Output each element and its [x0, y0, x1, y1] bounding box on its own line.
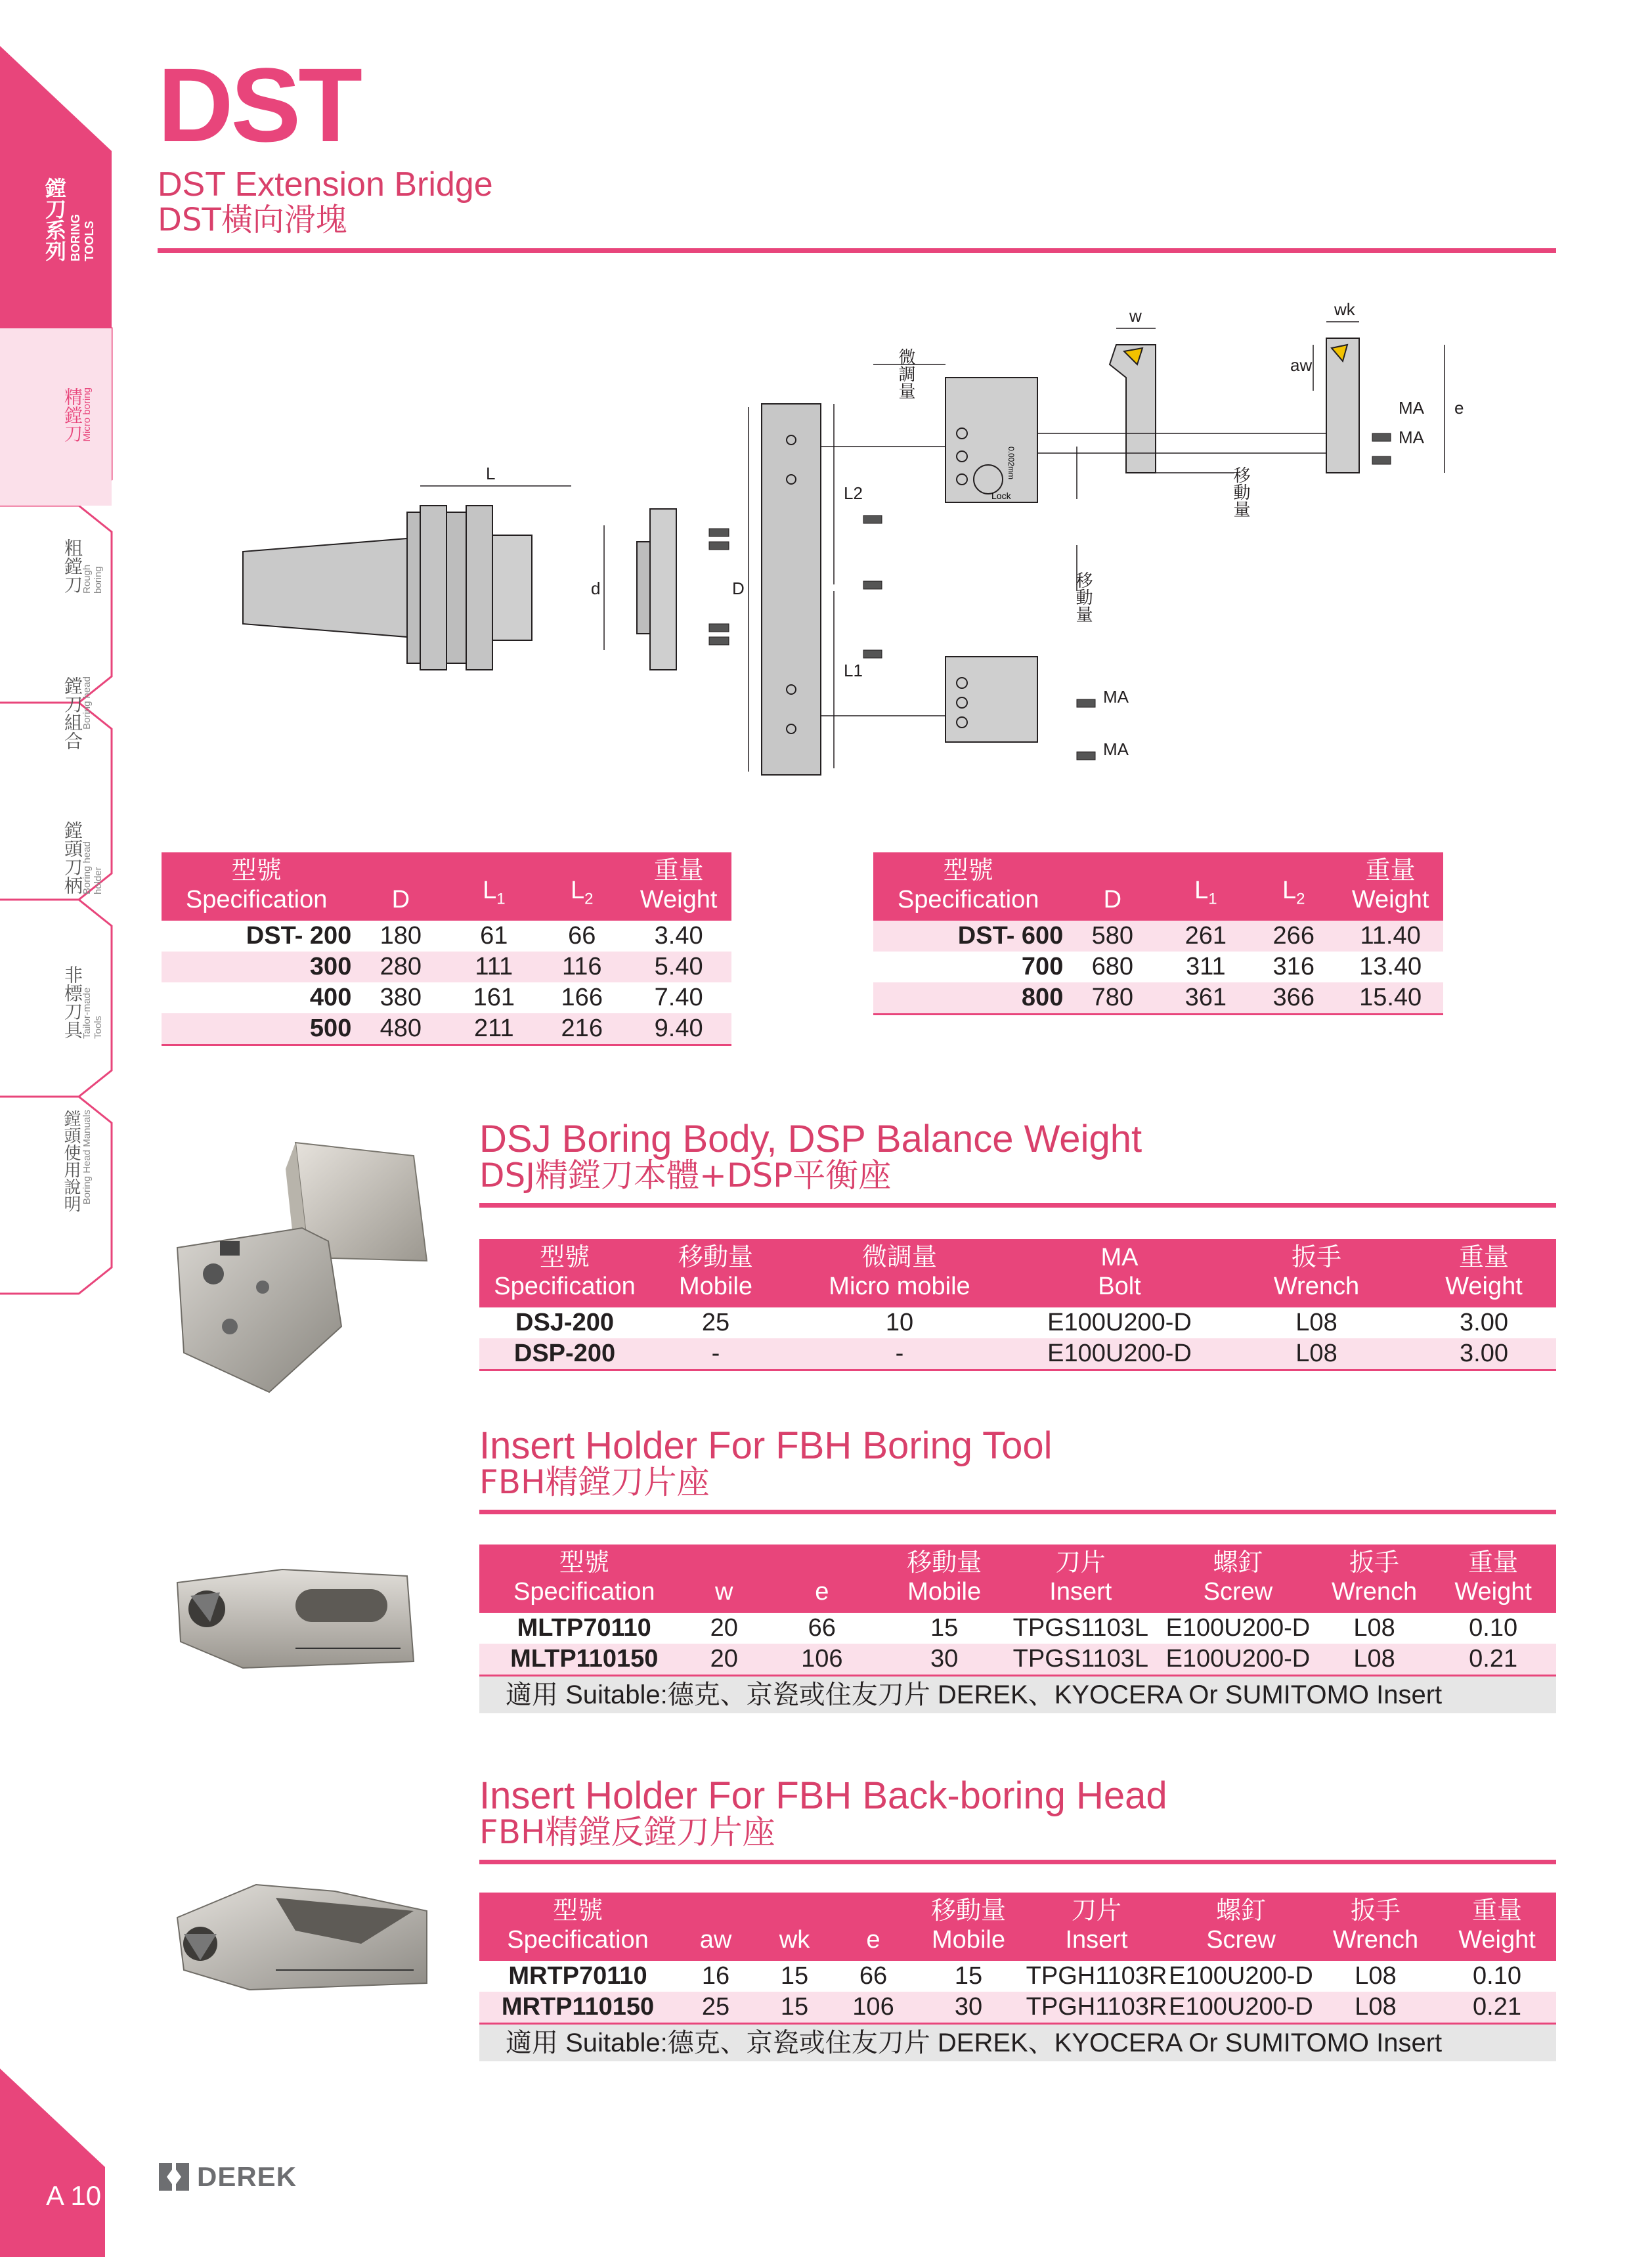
shank-flange-1: [420, 506, 446, 670]
sidebar-main-tab-zh: 鏜刀系列: [42, 177, 67, 261]
fbh-back-title-zh: FBH精鏜反鏜刀片座: [479, 1813, 775, 1851]
fbh-rule: [479, 1510, 1556, 1514]
sidebar-main-tab-en: BORING TOOLS: [69, 214, 96, 261]
sidebar-tab-label: 鏜頭刀柄: [62, 821, 83, 894]
sidebar-tab-tailor-made[interactable]: [59, 965, 104, 1039]
page-title-en: DST Extension Bridge: [158, 165, 493, 204]
col-insert: 刀片 Insert: [1024, 1893, 1169, 1961]
dim-label-ma-2: MA: [1399, 427, 1424, 447]
dim-label-mobile-2: 移動量: [1074, 571, 1093, 623]
adapter-plate: [650, 509, 676, 670]
table-row: DSJ-200 25 10 E100U200-D L08 3.00: [515, 1309, 1508, 1336]
col-wk: wk: [755, 1893, 834, 1961]
col-e: e: [834, 1893, 913, 1961]
col-spec: 型號 Specification: [479, 1545, 689, 1613]
dim-label-d: d: [591, 579, 601, 598]
col-mobile: 移動量 Mobile: [913, 1893, 1024, 1961]
sidebar-main-tab[interactable]: [42, 177, 96, 261]
col-mobile: 移動量 Mobile: [650, 1239, 781, 1307]
dsj-rule: [479, 1203, 1556, 1208]
sidebar-background: [0, 0, 115, 2257]
fbh-title-en: Insert Holder For FBH Boring Tool: [479, 1424, 1053, 1467]
dst-table-right: [873, 852, 1443, 1015]
page-number: A 10: [46, 2180, 102, 2211]
col-aw: aw: [676, 1893, 755, 1961]
dsj-title-zh: DSJ精鏜刀本體+DSP平衡座: [479, 1156, 892, 1194]
suitable-note: 適用 Suitable:德克、京瓷或住友刀片 DEREK、KYOCERA Or SUMITOMO Insert: [479, 1676, 1556, 1714]
sidebar-tab-sublabel: Boring Head Manuals: [81, 1110, 93, 1205]
shank-flange-2: [466, 506, 492, 670]
table-row: DST- 200 180 61 66 3.40: [246, 922, 703, 950]
dim-label-mobile-1: 移動量: [1231, 466, 1251, 517]
sidebar-tab-label: 粗鏜刀: [62, 538, 83, 594]
sidebar-tab-rough-boring[interactable]: [59, 538, 104, 594]
dim-label-D: D: [732, 579, 745, 598]
table-row: DSP-200 - - E100U200-D L08 3.00: [479, 1338, 1556, 1370]
extension-bridge: [762, 404, 821, 775]
col-w: w: [689, 1545, 758, 1613]
col-spec: 型號 Specification: [479, 1893, 676, 1961]
table-row: 300 280 111 116 5.40: [162, 952, 731, 982]
table-row: MLTP70110 20 66 15 TPGS1103L E100U200-D L08 0.10: [517, 1614, 1518, 1642]
dim-label-e: e: [1454, 398, 1464, 418]
dim-label-L1: L1: [844, 661, 863, 680]
dst-table-left: [162, 852, 731, 1046]
col-e: e: [759, 1545, 885, 1613]
table-row: MRTP110150 25 15 106 30 TPGH1103R E100U200-D L08 0.21: [479, 1992, 1556, 2024]
sidebar-tab-boring-head[interactable]: [59, 676, 93, 750]
shank-taper: [243, 538, 407, 637]
sidebar-tab-sublabel: Boring head: [81, 676, 93, 730]
fbh-table: [479, 1545, 1556, 1713]
col-wrench: 扳手 Wrench: [1313, 1893, 1438, 1961]
col-weight: 重量 Weight: [1438, 1893, 1556, 1961]
sidebar-tab-sublabel: Rough boring: [81, 564, 104, 594]
mltp-product-photo: [164, 1543, 420, 1675]
sidebar-tab-manuals[interactable]: [59, 1110, 93, 1212]
col-weight: 重量 Weight: [1430, 1545, 1556, 1613]
table-row: [479, 1676, 1556, 1714]
table-row: 800 780 361 366 15.40: [873, 982, 1443, 1015]
sidebar-tab-micro-boring[interactable]: [59, 387, 93, 443]
sidebar-tab-label: 精鏜刀: [62, 387, 83, 443]
dsj-dsp-product-photo: [158, 1129, 433, 1418]
col-screw: 螺釘 Screw: [1169, 1893, 1313, 1961]
col-L1: $L_1$: [1162, 852, 1250, 921]
col-D: D: [1063, 852, 1162, 921]
col-weight: 重量 Weight: [626, 852, 731, 921]
col-weight: 重量 Weight: [1412, 1239, 1556, 1307]
col-L2: $L_2$: [538, 852, 626, 921]
sidebar-tab-boring-head-holder[interactable]: [59, 821, 104, 894]
table-row: 700 680 311 316 13.40: [1021, 953, 1422, 980]
page-code: DST: [158, 46, 360, 164]
brand-logo: [158, 2160, 297, 2193]
col-bolt: MA Bolt: [1018, 1239, 1221, 1307]
suitable-note: 適用 Suitable:德克、京瓷或住友刀片 DEREK、KYOCERA Or SUMITOMO Insert: [479, 2024, 1556, 2062]
col-D: D: [351, 852, 450, 921]
col-mobile: 移動量 Mobile: [885, 1545, 1004, 1613]
table-row: 500 480 211 216 9.40: [162, 1013, 731, 1045]
page-title-zh: DST橫向滑塊: [158, 202, 347, 238]
table-row: 400 380 161 166 7.40: [309, 984, 703, 1011]
dst-assembly-diagram: [223, 282, 1497, 808]
sidebar-tab-label: 非標刀具: [62, 965, 83, 1039]
table-row: MRTP70110 16 15 66 15 TPGH1103R E100U200-D L08 0.10: [508, 1962, 1521, 1990]
col-L2: $L_2$: [1250, 852, 1337, 921]
dim-label-ma-4: MA: [1103, 739, 1129, 759]
col-wrench: 扳手 Wrench: [1318, 1545, 1430, 1613]
dim-label-L2: L2: [844, 483, 863, 503]
fbh-back-rule: [479, 1860, 1556, 1864]
derek-logo-icon: [158, 2160, 190, 2193]
dim-label-wk: wk: [1334, 299, 1355, 319]
dsj-table: [479, 1239, 1556, 1371]
col-spec: 型號 Specification: [162, 852, 351, 921]
col-weight: 重量 Weight: [1337, 852, 1443, 921]
col-micro: 微調量 Micro mobile: [781, 1239, 1018, 1307]
sidebar-tab-sublabel: Boring head holder: [81, 841, 104, 894]
col-L1: $L_1$: [450, 852, 538, 921]
shank-nose: [492, 535, 532, 640]
dsj-body-bottom: [946, 657, 1037, 742]
table-row: MLTP110150 20 106 30 TPGS1103L E100U200-D L08 0.21: [479, 1644, 1556, 1676]
sidebar-tab-label: 鏜頭使用說明: [61, 1110, 81, 1212]
col-spec: 型號 Specification: [873, 852, 1063, 921]
dim-label-w: w: [1129, 306, 1142, 326]
dim-label-ma-1: MA: [1399, 398, 1424, 418]
sidebar-tab-sublabel: Tailor-made Tools: [81, 987, 104, 1039]
dim-label-micro: 微調量: [896, 348, 916, 399]
dsj-title-en: DSJ Boring Body, DSP Balance Weight: [479, 1118, 1142, 1160]
mrtp-product-photo: [164, 1872, 440, 2003]
sidebar-tab-sublabel: Micro boring: [81, 387, 93, 442]
col-wrench: 扳手 Wrench: [1221, 1239, 1412, 1307]
dim-label-ma-3: MA: [1103, 687, 1129, 707]
fbh-title-zh: FBH精鏜刀片座: [479, 1463, 710, 1501]
fbh-back-table: [479, 1893, 1556, 2061]
brand-name: DEREK: [197, 2161, 297, 2192]
table-row: [479, 2024, 1556, 2062]
header-rule: [158, 248, 1556, 253]
col-screw: 螺釘 Screw: [1158, 1545, 1318, 1613]
dim-label-aw: aw: [1290, 355, 1313, 375]
col-spec: 型號 Specification: [479, 1239, 650, 1307]
dim-label-lock: Lock: [991, 491, 1011, 501]
table-row: DST- 600 580 261 266 11.40: [873, 921, 1443, 952]
fbh-back-title-en: Insert Holder For FBH Back-boring Head: [479, 1774, 1167, 1817]
dim-label-L: L: [486, 464, 496, 483]
dim-label-dial: 0.002mm: [1007, 447, 1016, 480]
sidebar-tab-label: 鏜刀組合: [62, 676, 83, 750]
adapter-hub: [637, 542, 650, 634]
col-insert: 刀片 Insert: [1004, 1545, 1158, 1613]
